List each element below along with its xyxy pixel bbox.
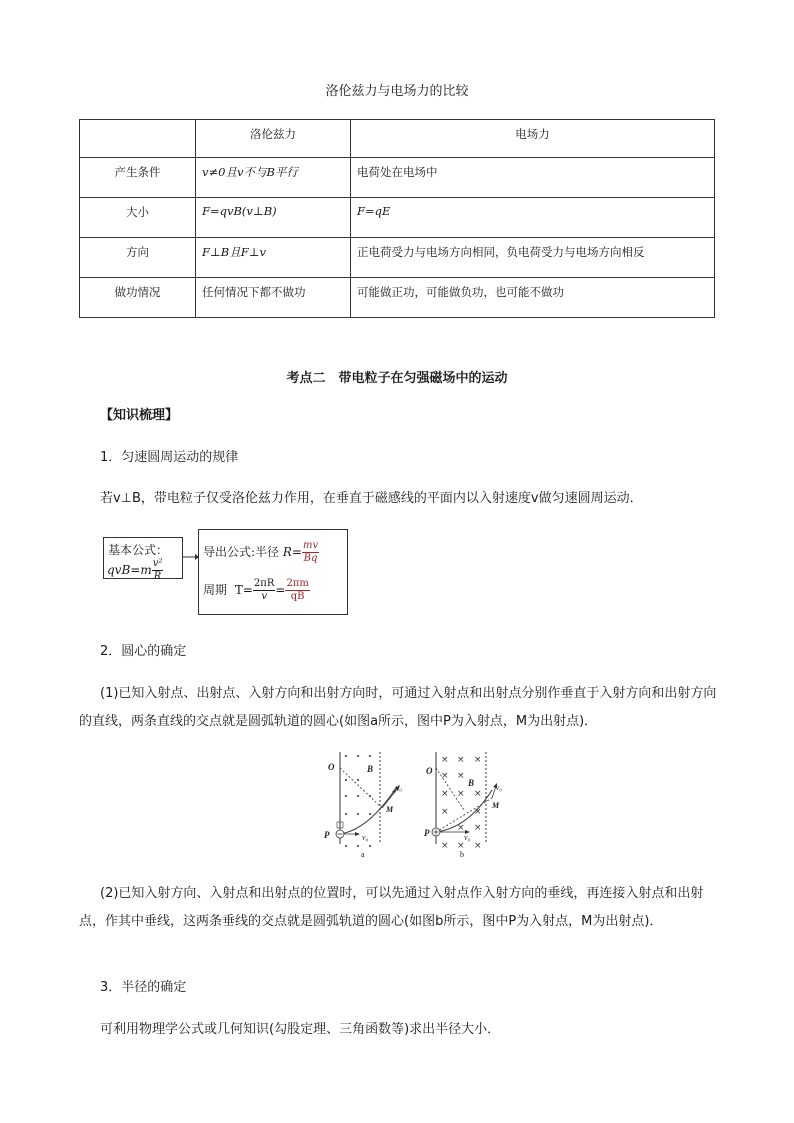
label-B: B [367, 764, 374, 774]
label-v0-in: v₀ [362, 833, 369, 842]
table-cell: 大小 [80, 198, 196, 238]
table-cell: 产生条件 [80, 158, 196, 198]
basic-formula-den: R [153, 571, 162, 582]
svg-text:×: × [441, 807, 449, 817]
svg-text:×: × [457, 771, 465, 781]
label-M: M [492, 801, 500, 810]
svg-text:×: × [457, 823, 465, 833]
arrow-right-icon [183, 552, 199, 562]
label-v0-out: v₀ [395, 783, 402, 792]
period-label: 周期 [203, 583, 228, 597]
table-header-row [80, 120, 715, 158]
label-v0-out: v₀ [495, 783, 502, 792]
table-header-cell: 电场力 [351, 120, 715, 158]
knowledge-heading: 【知识梳理】 [100, 408, 179, 423]
table-cell: 任何情况下都不做功 [196, 278, 351, 318]
caption-b: b [460, 850, 464, 859]
label-P: P [424, 828, 430, 838]
svg-text:×: × [474, 789, 482, 799]
table-cell: 方向 [80, 238, 196, 278]
heading-1: 1．匀速圆周运动的规律 [100, 450, 239, 465]
period-den2: qB [290, 591, 305, 602]
label-v0-in: v₀ [464, 833, 471, 842]
period-den1: v [261, 591, 267, 602]
svg-text:×: × [441, 841, 449, 851]
section-title: 考点二 带电粒子在匀强磁场中的运动 [286, 371, 508, 386]
label-O: O [426, 766, 433, 776]
table-header-cell [80, 120, 196, 158]
comparison-table [79, 119, 715, 318]
table-cell: 电荷处在电场中 [351, 158, 715, 198]
table-cell: F=qE [351, 198, 715, 238]
table-cell: 做功情况 [80, 278, 196, 318]
svg-text:×: × [441, 789, 449, 799]
table-cell: 正电荷受力与电场方向相同，负电荷受力与电场方向相反 [351, 238, 715, 278]
basic-formula-num: v² [152, 558, 163, 569]
table-cell: F=qvB(v⊥B) [196, 198, 351, 238]
table-row [80, 198, 715, 238]
label-O: O [328, 762, 335, 772]
label-P: P [324, 830, 330, 840]
table-row [80, 238, 715, 278]
caption-a: a [361, 850, 365, 859]
basic-formula-box [103, 537, 183, 582]
period-num1: 2πR [253, 578, 275, 589]
period-lhs: T= [234, 583, 253, 597]
svg-text:×: × [474, 823, 482, 833]
paragraph-3: (2)已知入射方向、入射点和出射点的位置时，可以先通过入射点作入射方向的垂线，再连接入射点和出射点，作其中垂线，这两条垂线的交点就是圆弧轨道的圆心(如图b所示，图中P为入射点，M为出射点)． [79, 886, 704, 929]
svg-text:×: × [457, 789, 465, 799]
paragraph-2: (1)已知入射点、出射点、入射方向和出射方向时，可通过入射点和出射点分别作垂直于入射方向和出射方向的直线，两条直线的交点就是圆弧轨道的圆心(如图a所示，图中P为入射点，M为出射点)． [79, 686, 717, 729]
table-row [80, 158, 715, 198]
svg-text:×: × [457, 841, 465, 851]
label-B: B [468, 778, 475, 788]
basic-formula-lhs: qvB=m [107, 563, 152, 577]
period-eq: = [275, 583, 286, 597]
heading-3: 3．半径的确定 [100, 980, 187, 995]
table-row [80, 278, 715, 318]
figure-b [422, 748, 508, 860]
heading-2: 2．圆心的确定 [100, 644, 187, 659]
svg-text:×: × [474, 755, 482, 765]
label-M: M [386, 805, 394, 814]
paragraph-1: 若v⊥B，带电粒子仅受洛伦兹力作用，在垂直于磁感线的平面内以入射速度v做匀速圆周运动． [100, 491, 643, 506]
derived-formula-box [198, 529, 348, 615]
radius-den: Bq [303, 553, 318, 564]
table-cell: 可能做正功，可能做负功，也可能不做功 [351, 278, 715, 318]
svg-text:×: × [441, 771, 449, 781]
basic-formula-label: 基本公式： [108, 543, 169, 557]
svg-text:×: × [457, 755, 465, 765]
field-crosses [441, 755, 482, 851]
paragraph-4: 可利用物理学公式或几何知识(勾股定理、三角函数等)求出半径大小． [100, 1022, 501, 1037]
table-header-cell: 洛伦兹力 [196, 120, 351, 158]
table-cell: F⊥B且F⊥v [196, 238, 351, 278]
table-cell: v≠0且v不与B平行 [196, 158, 351, 198]
svg-text:×: × [474, 807, 482, 817]
radius-num: mv [302, 540, 319, 551]
svg-text:×: × [441, 755, 449, 765]
period-num2: 2πm [286, 578, 309, 589]
table-title: 洛伦兹力与电场力的比较 [325, 84, 469, 99]
derived-formula-label: 导出公式:半径 [203, 545, 280, 559]
figure-a [318, 748, 404, 860]
svg-text:×: × [474, 841, 482, 851]
radius-lhs: R= [282, 545, 302, 559]
